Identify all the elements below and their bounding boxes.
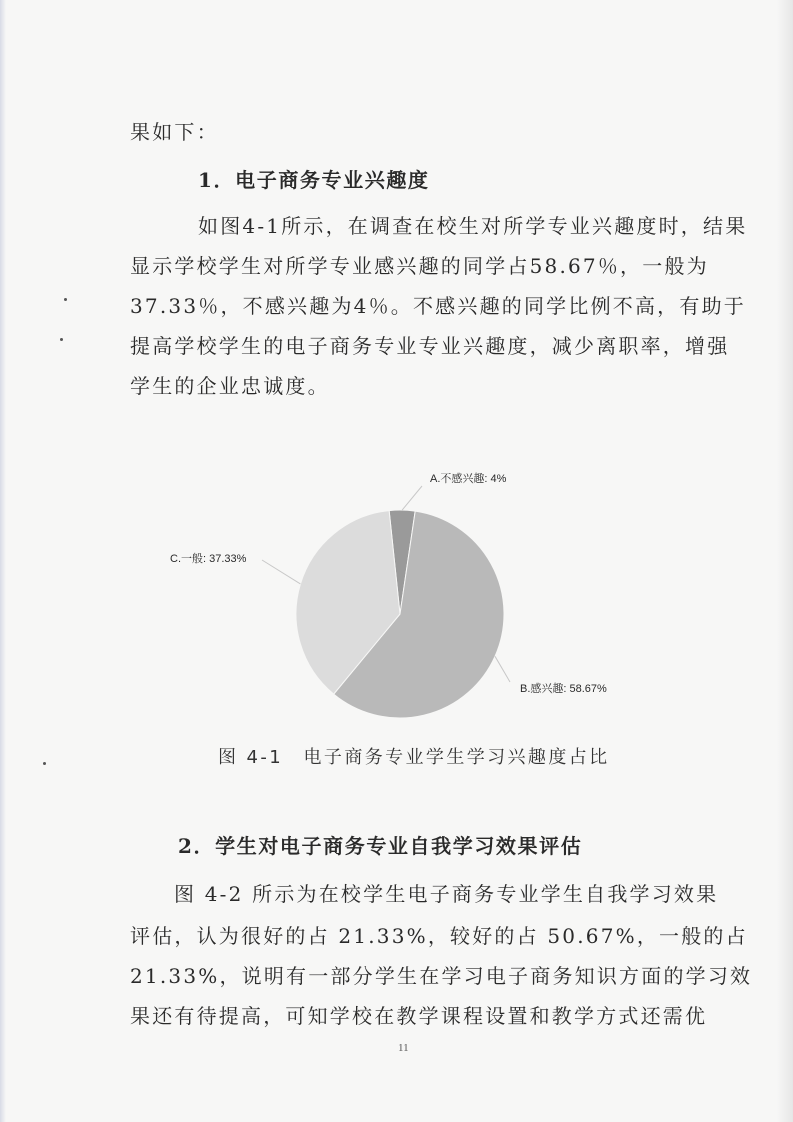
pie-leader-line: [402, 486, 422, 510]
pie-chart: [150, 460, 670, 740]
scan-speck: [64, 298, 67, 301]
figure-caption: 图 4-1 电子商务专业学生学习兴趣度占比: [218, 747, 610, 768]
section1-paragraph-line: 显示学校学生对所学专业感兴趣的同学占58.67％，一般为: [130, 254, 709, 278]
pie-slice-label: A.不感兴趣: 4%: [430, 473, 507, 485]
scan-edge-left: [0, 0, 6, 1122]
section2-paragraph-line: 果还有待提高，可知学校在教学课程设置和教学方式还需优: [130, 1004, 708, 1028]
section1-paragraph-line: 学生的企业忠诚度。: [130, 374, 330, 398]
pie-leader-line: [495, 656, 510, 682]
section2-paragraph-line: 评估，认为很好的占 21.33%，较好的占 50.67%，一般的占: [130, 924, 748, 948]
section1-paragraph-line: 37.33％，不感兴趣为4％。不感兴趣的同学比例不高，有助于: [130, 294, 746, 318]
pie-slice-label: C.一般: 37.33%: [170, 553, 247, 565]
pie-slice-label: B.感兴趣: 58.67%: [520, 683, 607, 695]
section2-heading: 2．学生对电子商务专业自我学习效果评估: [178, 834, 583, 858]
section1-paragraph-line: 提高学校学生的电子商务专业专业兴趣度，减少离职率，增强: [130, 334, 730, 358]
scan-speck: [60, 338, 63, 341]
pie-slices: [296, 510, 504, 718]
section2-paragraph-line: 21.33%，说明有一部分学生在学习电子商务知识方面的学习效: [130, 964, 753, 988]
scan-speck: [43, 762, 46, 765]
intro-tail-text: 果如下：: [130, 120, 219, 144]
section1-heading: 1．电子商务专业兴趣度: [198, 168, 430, 192]
section1-paragraph-line: 如图4-1所示，在调查在校生对所学专业兴趣度时，结果: [198, 214, 748, 238]
page-number: 11: [398, 1042, 409, 1054]
section2-paragraph-line: 图 4-2 所示为在校学生电子商务专业学生自我学习效果: [174, 882, 719, 906]
pie-leader-line: [262, 560, 300, 584]
scan-edge-right: [777, 0, 793, 1122]
